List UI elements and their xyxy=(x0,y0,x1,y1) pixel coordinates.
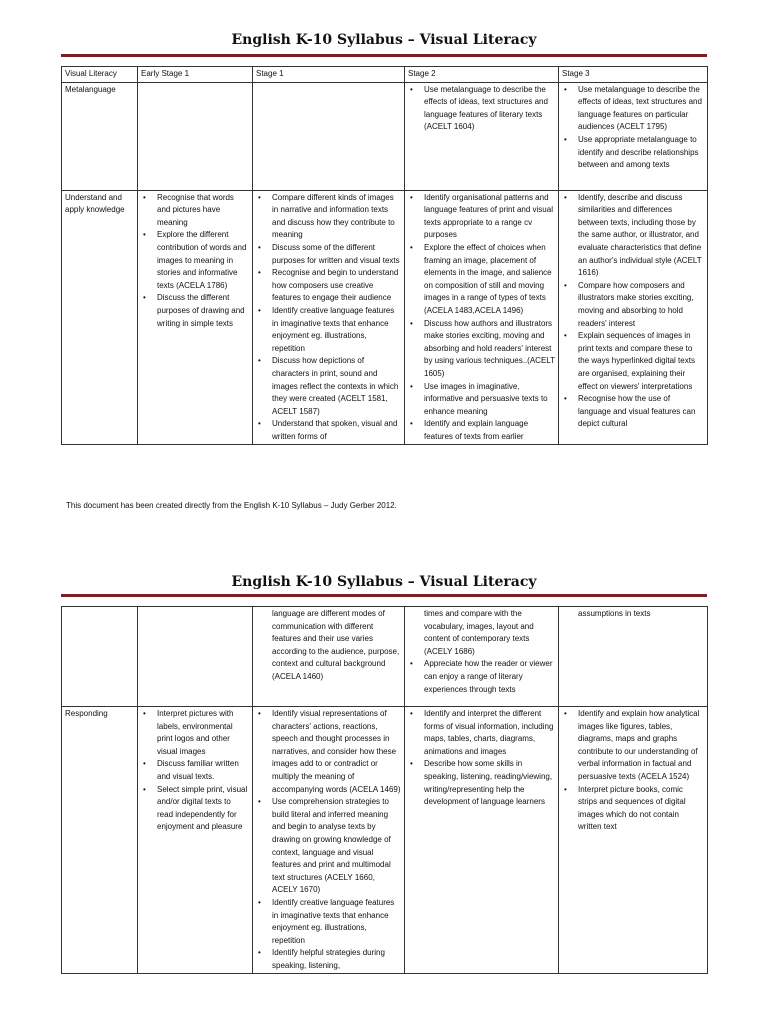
bullet-icon: • xyxy=(564,192,567,202)
list-item: • Identify and interpret the different forms of visual information, including maps, tables, charts, diagrams, animations and images xyxy=(410,709,554,756)
bullet-icon: • xyxy=(410,759,413,769)
list-item: • Compare different kinds of images in narrative and information texts and discuss how they contribute to meaning xyxy=(258,192,395,240)
list-item: • Explore the different contribution of words and images to meaning in stories and informative texts (ACELA 1786) xyxy=(143,230,247,290)
bullet-list xyxy=(408,658,555,696)
bullet-icon: • xyxy=(143,784,146,794)
list-item: • Recognise and begin to understand how composers use creative features to engage their audience xyxy=(258,268,399,303)
list-item: • Identify organisational patterns and language features of print and visual texts appropriate to a range cv purposes xyxy=(410,192,553,240)
bullet-icon: • xyxy=(258,356,261,366)
list-item: • Understand that spoken, visual and written forms of xyxy=(258,419,398,441)
bullet-icon: • xyxy=(410,419,413,429)
bullet-list xyxy=(141,192,249,331)
bullet-icon: • xyxy=(143,192,146,202)
bullet-icon: • xyxy=(258,897,261,907)
bullet-icon: • xyxy=(410,242,413,252)
page-title: English K-10 Syllabus – Visual Literacy xyxy=(231,574,537,590)
list-item: • Identify creative language features in imaginative texts that enhance enjoyment eg. illustrations, repetition xyxy=(258,305,395,353)
list-item: • Use metalanguage to describe the effects of ideas, text structures and language features of literary texts (ACELT 1604) xyxy=(410,84,548,132)
bullet-icon: • xyxy=(564,331,567,341)
bullet-icon: • xyxy=(410,318,413,328)
syllabus-table-page-2 xyxy=(61,606,708,974)
row-label: Metalanguage xyxy=(62,82,138,190)
row-label: Responding xyxy=(62,707,138,974)
list-item: • Use images in imaginative, informative and persuasive texts to enhance meaning xyxy=(410,381,548,416)
column-header: Visual Literacy xyxy=(62,67,138,83)
page-title: English K-10 Syllabus – Visual Literacy xyxy=(231,32,537,48)
table-row xyxy=(62,707,708,974)
list-item: • Discuss the different purposes of drawing and writing in simple texts xyxy=(143,293,245,328)
bullet-icon: • xyxy=(410,709,413,718)
list-item: • Identify, describe and discuss similarities and differences between texts, including those by the same author, or illustrator, and evaluate characteristics that define an author's individual style (ACELT 1616) xyxy=(564,192,702,278)
bullet-icon: • xyxy=(410,192,413,202)
list-item: • Compare how composers and illustrators make stories exciting, moving and absorbing to hold readers' interest xyxy=(564,280,694,328)
table-row xyxy=(62,190,708,445)
syllabus-table-page-1 xyxy=(61,66,708,445)
bullet-list xyxy=(408,192,555,444)
list-item: • Identify creative language features in imaginative texts that enhance enjoyment eg. illustrations, repetition xyxy=(258,897,395,945)
table-cell xyxy=(559,82,708,190)
table-row xyxy=(62,607,708,707)
bullet-icon: • xyxy=(410,84,413,94)
continued-text: language are different modes of communication with different features and their use varies according to the audience, purpose, context and cultural background (ACELA 1460) xyxy=(272,609,400,681)
bullet-list xyxy=(256,708,401,972)
title-rule xyxy=(61,54,707,57)
list-item: • Recognise that words and pictures have meaning xyxy=(143,192,234,227)
bullet-list xyxy=(562,708,704,834)
list-item: • Recognise how the use of language and visual features can depict cultural xyxy=(564,394,696,429)
list-item: • Identify visual representations of characters' actions, reactions, speech and thought processes in narratives, and consider how these images add to or contradict or multiply the meaning of accompanying words (ACELA 1469) xyxy=(258,709,401,794)
table-cell xyxy=(405,82,559,190)
bullet-icon: • xyxy=(564,280,567,290)
list-item: • Use metalanguage to describe the effects of ideas, text structures and language features on particular audiences (ACELT 1795) xyxy=(564,84,702,132)
bullet-list xyxy=(562,192,704,431)
table-cell xyxy=(405,190,559,445)
table-row xyxy=(62,82,708,190)
list-item: • Discuss how authors and illustrators make stories exciting, moving and absorbing and hold readers' interest by using various techniques..(ACELT 1605) xyxy=(410,318,555,378)
table-cell xyxy=(138,82,253,190)
bullet-icon: • xyxy=(258,242,261,252)
list-item: • Discuss how depictions of characters in print, sound and images reflect the contexts in which they were created (ACELT 1581, ACELT 1587) xyxy=(258,356,399,416)
bullet-icon: • xyxy=(564,784,567,794)
bullet-icon: • xyxy=(564,394,567,404)
list-item: • Discuss familiar written and visual texts. xyxy=(143,759,239,781)
table-cell xyxy=(559,190,708,445)
column-header: Stage 1 xyxy=(253,67,405,83)
table-cell xyxy=(559,707,708,974)
bullet-icon: • xyxy=(143,759,146,769)
bullet-list xyxy=(408,708,555,809)
title-rule xyxy=(61,594,707,597)
bullet-list xyxy=(141,708,249,834)
bullet-icon: • xyxy=(258,797,261,807)
bullet-icon: • xyxy=(258,948,261,958)
table-cell xyxy=(253,190,405,445)
bullet-list xyxy=(408,84,555,134)
list-item: • Select simple print, visual and/or digital texts to read independently for enjoyment and pleasure xyxy=(143,784,248,832)
bullet-icon: • xyxy=(564,134,567,144)
table-cell xyxy=(253,607,405,707)
list-item: • Identify and explain how analytical images like figures, tables, diagrams, maps and graphs contribute to our understanding of verbal information in factual and persuasive texts (ACELA 1524) xyxy=(564,709,700,781)
column-header: Stage 3 xyxy=(559,67,708,83)
table-cell xyxy=(253,707,405,974)
list-item: • Identify helpful strategies during speaking, listening, xyxy=(258,948,385,970)
bullet-icon: • xyxy=(258,709,261,718)
document-page-2 xyxy=(0,566,768,1024)
bullet-icon: • xyxy=(564,84,567,94)
bullet-icon: • xyxy=(258,268,261,278)
row-label xyxy=(62,607,138,707)
list-item: • Interpret picture books, comic strips and sequences of digital images which do not contain written text xyxy=(564,784,686,832)
column-header: Early Stage 1 xyxy=(138,67,253,83)
list-item: • Explore the effect of choices when framing an image, placement of elements in the image, and salience on composition of still and moving images in a range of types of texts (ACELA 1483,ACELA 1496) xyxy=(410,242,552,315)
list-item: • Use comprehension strategies to build literal and inferred meaning and begin to analyse texts by drawing on growing knowledge of context, language and visual features and print and multimodal text structures (ACELY 1660, ACELY 1670) xyxy=(258,797,391,895)
table-cell xyxy=(138,707,253,974)
list-item: • Discuss some of the different purposes for written and visual texts xyxy=(258,242,400,265)
bullet-icon: • xyxy=(143,230,146,240)
document-footer: This document has been created directly from the English K-10 Syllabus – Judy Gerber 2012. xyxy=(66,501,397,510)
table-cell xyxy=(405,707,559,974)
bullet-list xyxy=(256,192,401,444)
bullet-icon: • xyxy=(258,192,261,202)
list-item: • Identify and explain language features of texts from earlier xyxy=(410,419,529,441)
column-header: Stage 2 xyxy=(405,67,559,83)
bullet-icon: • xyxy=(143,709,146,718)
bullet-icon: • xyxy=(258,305,261,315)
table-header-row xyxy=(62,67,708,83)
table-cell xyxy=(138,190,253,445)
bullet-list xyxy=(562,84,704,172)
bullet-icon: • xyxy=(143,293,146,303)
bullet-icon: • xyxy=(410,659,413,669)
list-item: • Interpret pictures with labels, environmental print logos and other visual images xyxy=(143,709,234,756)
bullet-icon: • xyxy=(258,419,261,429)
list-item: • Explain sequences of images in print texts and compare these to the ways hyperlinked digital texts are organised, explaining their effect on viewers' interpretations xyxy=(564,331,695,391)
table-cell xyxy=(405,607,559,707)
table-cell xyxy=(138,607,253,707)
continued-text: times and compare with the vocabulary, images, layout and content of contemporary texts (ACELY 1686) xyxy=(424,609,534,656)
continued-text: assumptions in texts xyxy=(578,609,651,618)
row-label: Understand and apply knowledge xyxy=(62,190,138,445)
bullet-icon: • xyxy=(564,709,567,718)
table-cell xyxy=(253,82,405,190)
bullet-icon: • xyxy=(410,381,413,391)
table-cell xyxy=(559,607,708,707)
list-item: • Describe how some skills in speaking, listening, reading/viewing, writing/representing help the development of language learners xyxy=(410,759,553,807)
list-item: • Appreciate how the reader or viewer can enjoy a range of literary experiences through texts xyxy=(410,659,553,694)
list-item: • Use appropriate metalanguage to identify and describe relationships between and among texts xyxy=(564,134,699,170)
